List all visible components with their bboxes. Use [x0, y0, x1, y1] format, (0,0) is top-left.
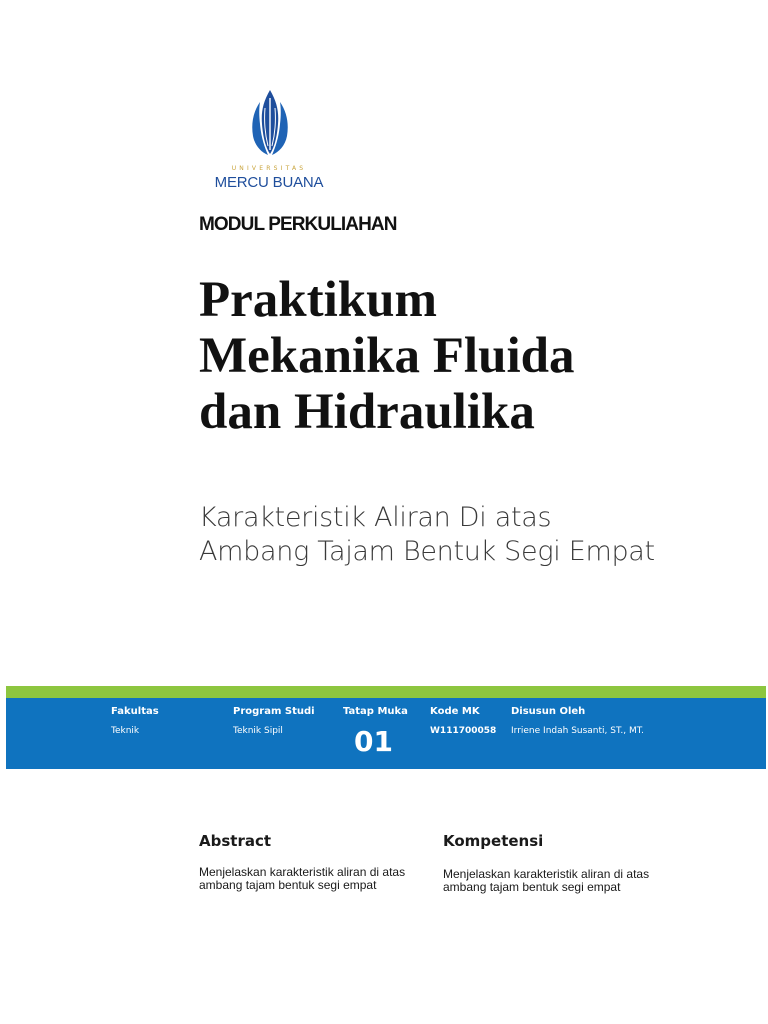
- title-line: Mekanika Fluida: [199, 328, 575, 384]
- mercu-buana-flame-icon: [249, 88, 291, 164]
- info-bar: [6, 698, 766, 769]
- page-subtitle: Karakteristik Aliran Di atas Ambang Tajam Bentuk Segi Empat: [199, 502, 655, 567]
- title-line: dan Hidraulika: [199, 384, 535, 440]
- kompetensi-body: Menjelaskan karakteristik aliran di atas ambang tajam bentuk segi empat: [443, 867, 650, 894]
- fakultas-value: Teknik: [111, 726, 140, 736]
- disusun-oleh-value: Irriene Indah Susanti, ST., MT.: [511, 726, 645, 736]
- accent-bar: [6, 686, 766, 698]
- disusun-oleh-label: Disusun Oleh: [511, 706, 586, 717]
- program-studi-label: Program Studi: [233, 706, 315, 717]
- logo-name: MERCU BUANA: [214, 174, 324, 191]
- page-title: [199, 272, 759, 440]
- program-studi-value: Teknik Sipil: [233, 726, 283, 736]
- kode-mk-label: Kode MK: [430, 706, 480, 717]
- kompetensi-heading: Kompetensi: [443, 832, 544, 850]
- abstract-body: Menjelaskan karakteristik aliran di atas ambang tajam bentuk segi empat: [199, 865, 406, 892]
- university-logo: [201, 88, 337, 194]
- kode-mk-value: W111700058: [430, 726, 497, 736]
- abstract-heading: Abstract: [199, 832, 272, 850]
- module-label: MODUL PERKULIAHAN: [199, 214, 397, 235]
- tatap-muka-label: Tatap Muka: [343, 706, 408, 717]
- title-line: Praktikum: [199, 272, 438, 328]
- fakultas-label: Fakultas: [111, 706, 159, 717]
- logo-subtext: UNIVERSITAS: [231, 165, 307, 172]
- tatap-muka-value: 01: [354, 725, 393, 758]
